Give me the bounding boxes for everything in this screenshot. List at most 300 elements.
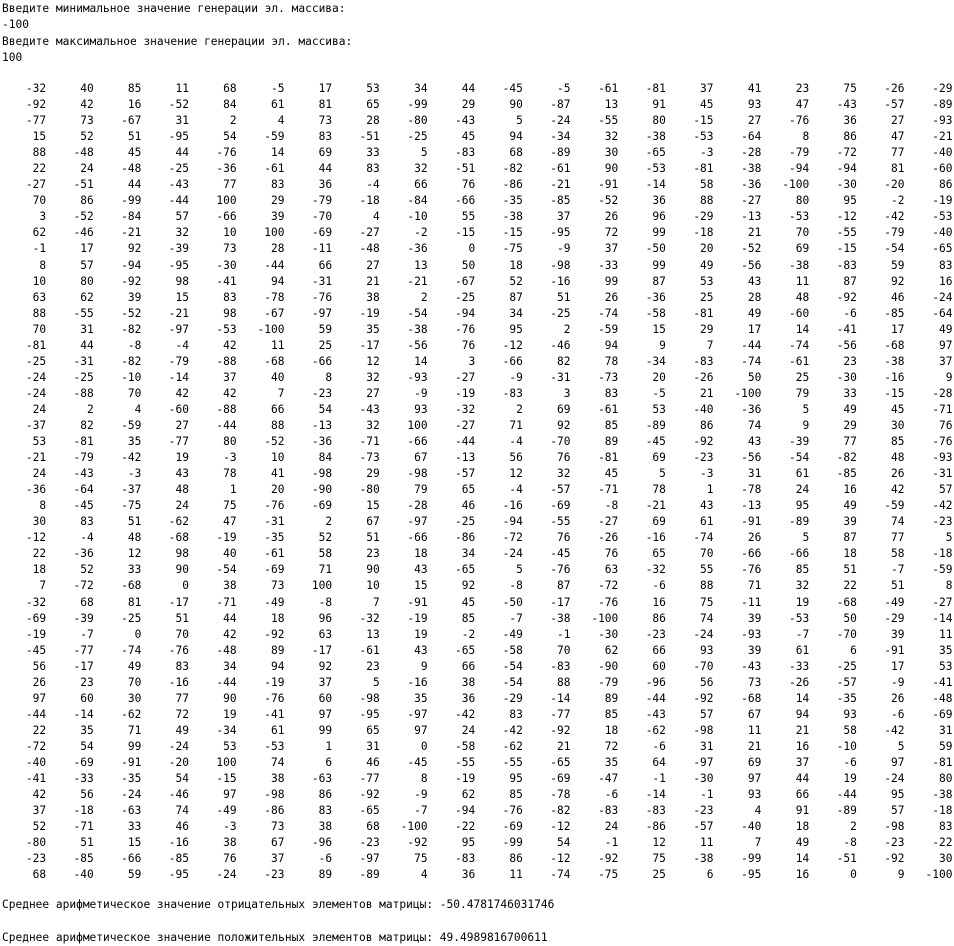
matrix-cell: 3 — [468, 354, 476, 368]
matrix-cell: -13 — [741, 499, 762, 513]
matrix-cell: 92 — [890, 274, 905, 288]
matrix-cell: 25 — [700, 290, 714, 304]
matrix-cell: 38 — [461, 675, 476, 689]
matrix-row — [0, 546, 954, 562]
matrix-cell: -73 — [598, 370, 619, 384]
matrix-cell: 92 — [127, 242, 142, 256]
matrix-cell: -69 — [932, 707, 953, 721]
matrix-cell: 39 — [843, 515, 857, 529]
matrix-cell: 5 — [372, 675, 380, 689]
matrix-cell: 5 — [945, 531, 953, 545]
matrix-cell: 4 — [754, 804, 762, 818]
matrix-cell: -69 — [311, 226, 333, 240]
matrix-cell: 18 — [270, 611, 285, 625]
matrix-cell: -94 — [836, 162, 857, 176]
matrix-cell: -61 — [598, 402, 619, 416]
matrix-cell: -78 — [264, 290, 285, 304]
matrix-cell: -4 — [366, 178, 380, 192]
matrix-cell: -29 — [884, 611, 905, 625]
matrix-cell: 16 — [939, 274, 953, 288]
matrix-cell: -90 — [598, 659, 619, 673]
matrix-cell: 27 — [747, 114, 762, 128]
matrix-cell: 76 — [461, 178, 476, 192]
matrix-cell: -27 — [598, 515, 619, 529]
matrix-cell: 37 — [700, 82, 714, 96]
matrix-cell: -96 — [311, 836, 333, 850]
matrix-cell: -24 — [121, 788, 142, 802]
matrix-cell: -4 — [509, 483, 523, 497]
matrix-cell: -41 — [25, 772, 47, 786]
matrix-cell: -98 — [884, 820, 905, 834]
matrix-cell: 15 — [175, 290, 189, 304]
matrix-cell: 54 — [318, 402, 333, 416]
matrix-cell: -18 — [932, 804, 953, 818]
matrix-cell: 70 — [32, 322, 47, 336]
matrix-cell: -44 — [216, 419, 237, 432]
matrix-cell: 57 — [890, 804, 905, 818]
matrix-cell: -57 — [454, 467, 476, 481]
matrix-cell: -27 — [25, 178, 47, 192]
matrix-cell: 20 — [270, 483, 285, 497]
matrix-cell: -38 — [645, 130, 666, 144]
matrix-cell: 21 — [747, 739, 762, 753]
matrix-cell: -94 — [454, 804, 476, 818]
matrix-cell: -65 — [932, 242, 953, 256]
matrix-cell: 74 — [747, 419, 762, 432]
matrix-cell: 82 — [556, 354, 571, 368]
matrix-cell: 32 — [366, 419, 380, 432]
matrix-cell: -21 — [645, 499, 666, 513]
matrix-cell: 37 — [223, 370, 237, 384]
matrix-cell: 53 — [700, 274, 714, 288]
matrix-cell: 95 — [843, 194, 857, 208]
matrix-cell: -32 — [359, 611, 380, 625]
matrix-cell: -59 — [884, 499, 905, 513]
matrix-row — [0, 434, 954, 450]
matrix-cell: 22 — [32, 162, 47, 176]
matrix-cell: 37 — [795, 755, 810, 769]
matrix-cell: -90 — [311, 483, 333, 497]
matrix-cell: 73 — [270, 579, 285, 593]
matrix-cell: 73 — [80, 114, 94, 128]
matrix-cell: 8 — [39, 258, 47, 272]
matrix-cell: -92 — [693, 435, 714, 449]
matrix-row — [0, 514, 954, 530]
matrix-cell: -20 — [168, 755, 189, 769]
matrix-cell: 0 — [850, 868, 857, 882]
matrix-cell: -76 — [550, 563, 571, 577]
matrix-cell: -16 — [645, 531, 666, 545]
matrix-cell: 78 — [223, 467, 237, 481]
matrix-cell: 51 — [80, 836, 94, 850]
matrix-cell: -76 — [311, 290, 333, 304]
matrix-cell: -53 — [264, 739, 285, 753]
matrix-row — [0, 755, 954, 771]
matrix-cell: 40 — [223, 547, 237, 561]
matrix-cell: 70 — [795, 226, 810, 240]
matrix-cell: 90 — [223, 691, 237, 705]
matrix-cell: -35 — [264, 531, 285, 545]
matrix-cell: 65 — [652, 547, 666, 561]
matrix-cell: 5 — [802, 531, 810, 545]
matrix-cell: 57 — [939, 483, 953, 497]
matrix-cell: -71 — [932, 402, 953, 416]
matrix-cell: -60 — [168, 402, 189, 416]
matrix-cell: 66 — [270, 402, 285, 416]
matrix-cell: 57 — [700, 707, 714, 721]
matrix-row — [0, 177, 954, 193]
matrix-cell: -49 — [502, 627, 523, 641]
matrix-cell: 70 — [32, 194, 47, 208]
matrix-row — [0, 386, 954, 402]
matrix-cell: 17 — [890, 659, 905, 673]
matrix-cell: 53 — [652, 402, 666, 416]
matrix-cell: 19 — [223, 707, 237, 721]
matrix-cell: -70 — [550, 435, 571, 449]
matrix-cell: -35 — [836, 691, 857, 705]
matrix-cell: -23 — [693, 451, 714, 465]
matrix-cell: -100 — [400, 820, 428, 834]
matrix-cell: 89 — [604, 691, 619, 705]
matrix-cell: -66 — [407, 531, 428, 545]
matrix-cell: 49 — [843, 402, 857, 416]
matrix-cell: 51 — [175, 611, 189, 625]
matrix-cell: -44 — [216, 675, 237, 689]
matrix-cell: -92 — [359, 788, 380, 802]
matrix-cell: 49 — [939, 322, 953, 336]
matrix-cell: -13 — [311, 419, 333, 432]
matrix-cell: 85 — [604, 707, 619, 721]
matrix-cell: -69 — [311, 499, 333, 513]
matrix-cell: 68 — [366, 820, 380, 834]
matrix-cell: -98 — [407, 467, 428, 481]
matrix-cell: 25 — [318, 338, 333, 352]
matrix-cell: 8 — [945, 579, 953, 593]
matrix-cell: 87 — [843, 274, 857, 288]
matrix-cell: -48 — [359, 242, 380, 256]
matrix-cell: 68 — [32, 868, 47, 882]
matrix-cell: -38 — [550, 611, 571, 625]
matrix-cell: 46 — [890, 290, 905, 304]
matrix-cell: -31 — [73, 354, 94, 368]
matrix-cell: 48 — [175, 483, 189, 497]
matrix-cell: -16 — [502, 499, 523, 513]
matrix-cell: 85 — [509, 788, 523, 802]
matrix-cell: -98 — [264, 788, 285, 802]
matrix-cell: -2 — [414, 226, 428, 240]
matrix-cell: 38 — [318, 820, 333, 834]
matrix-cell: -43 — [73, 467, 94, 481]
matrix-cell: -92 — [693, 691, 714, 705]
matrix-cell: -72 — [598, 579, 619, 593]
matrix-cell: -42 — [121, 451, 142, 465]
matrix-cell: 47 — [795, 98, 810, 112]
matrix-cell: -29 — [693, 210, 714, 224]
matrix-cell: 100 — [216, 194, 237, 208]
matrix-cell: 8 — [802, 130, 810, 144]
matrix-cell: -45 — [73, 499, 94, 513]
matrix-cell: -13 — [741, 210, 762, 224]
matrix-cell: -64 — [741, 130, 762, 144]
matrix-row — [0, 771, 954, 787]
matrix-cell: 16 — [127, 98, 142, 112]
matrix-cell: 4 — [420, 868, 428, 882]
matrix-cell: 76 — [556, 531, 571, 545]
matrix-cell: 95 — [795, 499, 810, 513]
matrix-cell: 0 — [420, 739, 428, 753]
matrix-cell: 13 — [604, 98, 619, 112]
matrix-cell: 52 — [509, 274, 523, 288]
matrix-cell: 87 — [509, 290, 523, 304]
matrix-cell: 52 — [80, 130, 94, 144]
matrix-cell: 23 — [843, 354, 857, 368]
matrix-cell: -95 — [168, 258, 189, 272]
matrix-cell: 49 — [747, 306, 762, 320]
matrix-cell: 38 — [270, 772, 285, 786]
matrix-cell: 58 — [700, 178, 714, 192]
matrix-cell: 47 — [223, 515, 237, 529]
matrix-cell: -10 — [121, 370, 142, 384]
matrix-row — [0, 225, 954, 241]
matrix-cell: -76 — [216, 146, 237, 160]
result-positive-mean: Среднее арифметическое значение положительных элементов матрицы: 49.4989816700611 — [2, 931, 548, 944]
matrix-cell: 74 — [700, 611, 714, 625]
matrix-cell: 29 — [843, 419, 857, 432]
matrix-cell: 52 — [80, 563, 94, 577]
matrix-cell: 12 — [509, 467, 523, 481]
matrix-cell: 80 — [223, 435, 237, 449]
matrix-cell: 6 — [706, 868, 714, 882]
matrix-row — [0, 129, 954, 145]
matrix-cell: -15 — [884, 386, 905, 400]
matrix-cell: -99 — [502, 836, 523, 850]
matrix-cell: -13 — [454, 451, 476, 465]
matrix-cell: 93 — [843, 707, 857, 721]
matrix-cell: -82 — [121, 322, 142, 336]
matrix-cell: 46 — [461, 499, 476, 513]
matrix-cell: 51 — [556, 290, 571, 304]
matrix-row — [0, 81, 954, 97]
matrix-cell: -76 — [741, 563, 762, 577]
matrix-cell: 15 — [414, 579, 428, 593]
matrix-cell: -79 — [73, 451, 94, 465]
matrix-cell: -84 — [121, 210, 142, 224]
matrix-cell: 60 — [652, 659, 666, 673]
matrix-cell: -5 — [270, 82, 285, 96]
matrix-cell: -2 — [890, 194, 905, 208]
matrix-cell: 24 — [32, 467, 47, 481]
matrix-cell: 71 — [747, 579, 762, 593]
matrix-cell: -76 — [502, 804, 523, 818]
matrix-cell: 87 — [556, 579, 571, 593]
matrix-cell: -68 — [741, 691, 762, 705]
matrix-cell: -68 — [264, 354, 285, 368]
matrix-cell: 94 — [509, 130, 523, 144]
matrix-cell: -57 — [884, 98, 905, 112]
matrix-cell: -12 — [550, 820, 571, 834]
matrix-cell: 80 — [652, 114, 666, 128]
matrix-cell: 23 — [80, 675, 94, 689]
matrix-cell: 94 — [270, 274, 285, 288]
matrix-cell: -26 — [884, 82, 905, 96]
matrix-cell: -55 — [454, 755, 476, 769]
matrix-cell: -38 — [693, 852, 714, 866]
matrix-cell: -25 — [168, 162, 189, 176]
matrix-cell: -83 — [454, 146, 476, 160]
matrix-cell: -60 — [789, 306, 810, 320]
matrix-cell: 29 — [700, 322, 714, 336]
matrix-cell: -23 — [932, 515, 953, 529]
matrix-cell: -30 — [836, 178, 857, 192]
matrix-row — [0, 627, 954, 643]
matrix-cell: 42 — [32, 788, 47, 802]
matrix-cell: 84 — [318, 451, 333, 465]
matrix-cell: -38 — [502, 210, 523, 224]
matrix-cell: 81 — [127, 595, 142, 609]
matrix-cell: 24 — [32, 402, 47, 416]
matrix-cell: -72 — [502, 531, 523, 545]
matrix-cell: -82 — [121, 354, 142, 368]
matrix-cell: 45 — [461, 595, 476, 609]
matrix-body — [0, 81, 954, 883]
matrix-cell: -23 — [264, 868, 285, 882]
matrix-cell: -82 — [836, 451, 857, 465]
matrix-cell: -59 — [932, 563, 953, 577]
matrix-cell: -23 — [25, 852, 47, 866]
matrix-cell: -24 — [502, 547, 523, 561]
matrix-cell: 2 — [229, 114, 237, 128]
matrix-cell: 94 — [604, 338, 619, 352]
matrix-row — [0, 659, 954, 675]
matrix-cell: 100 — [216, 755, 237, 769]
matrix-cell: 86 — [700, 419, 714, 432]
matrix-cell: -77 — [550, 707, 571, 721]
matrix-cell: -72 — [73, 579, 94, 593]
matrix-cell: -1 — [700, 788, 714, 802]
matrix-cell: -41 — [216, 274, 237, 288]
matrix-cell: -34 — [216, 723, 237, 737]
matrix-cell: 97 — [414, 723, 428, 737]
matrix-cell: 61 — [795, 467, 810, 481]
matrix-cell: 2 — [87, 402, 94, 416]
matrix-cell: 14 — [414, 354, 428, 368]
matrix-cell: 90 — [604, 162, 619, 176]
matrix-cell: 62 — [461, 788, 476, 802]
matrix-cell: 31 — [175, 114, 189, 128]
matrix-cell: -25 — [25, 354, 47, 368]
matrix-cell: 67 — [414, 451, 428, 465]
matrix-cell: 44 — [461, 82, 476, 96]
matrix-cell: 70 — [127, 386, 142, 400]
matrix-cell: -100 — [925, 868, 953, 882]
matrix-cell: -66 — [502, 354, 523, 368]
matrix-cell: 66 — [318, 258, 333, 272]
matrix-cell: 4 — [372, 210, 380, 224]
matrix-cell: 88 — [270, 419, 285, 432]
matrix-cell: -71 — [216, 595, 237, 609]
matrix-cell: 52 — [318, 531, 333, 545]
matrix-cell: 1 — [229, 483, 237, 497]
matrix-cell: -19 — [25, 627, 47, 641]
matrix-cell: 78 — [604, 354, 619, 368]
matrix-cell: 58 — [890, 547, 905, 561]
matrix-cell: -38 — [407, 322, 428, 336]
matrix-cell: -85 — [836, 467, 857, 481]
matrix-cell: -36 — [741, 402, 762, 416]
matrix-cell: 17 — [747, 322, 762, 336]
matrix-cell: 100 — [264, 226, 285, 240]
matrix-cell: -92 — [550, 723, 571, 737]
matrix-cell: 38 — [366, 290, 380, 304]
matrix-cell: -64 — [932, 306, 953, 320]
matrix-cell: -62 — [502, 739, 523, 753]
matrix-cell: -70 — [836, 627, 857, 641]
matrix-cell: 99 — [652, 258, 666, 272]
matrix-cell: -97 — [693, 755, 714, 769]
matrix-cell: 7 — [372, 595, 380, 609]
matrix-cell: 69 — [747, 755, 762, 769]
matrix-row — [0, 675, 954, 691]
matrix-cell: 86 — [939, 178, 953, 192]
matrix-cell: -9 — [556, 242, 571, 256]
matrix-cell: -31 — [311, 274, 333, 288]
matrix-cell: 23 — [366, 659, 380, 673]
matrix-cell: 29 — [366, 467, 380, 481]
matrix-cell: 83 — [270, 178, 285, 192]
matrix-cell: -40 — [932, 146, 953, 160]
matrix-cell: -61 — [789, 354, 810, 368]
matrix-cell: 11 — [270, 338, 285, 352]
matrix-cell: -60 — [932, 162, 953, 176]
matrix-cell: -23 — [311, 386, 333, 400]
matrix-row — [0, 787, 954, 803]
matrix-cell: -23 — [884, 836, 905, 850]
matrix-cell: 35 — [127, 435, 142, 449]
matrix-cell: -47 — [598, 772, 619, 786]
matrix-cell: -74 — [693, 531, 714, 545]
matrix-row — [0, 338, 954, 354]
matrix-cell: 94 — [270, 659, 285, 673]
matrix-cell: -65 — [454, 643, 476, 657]
matrix-cell: -98 — [693, 723, 714, 737]
matrix-cell: 65 — [461, 483, 476, 497]
matrix-cell: 39 — [127, 290, 142, 304]
matrix-cell: -92 — [25, 98, 47, 112]
matrix-cell: -24 — [693, 627, 714, 641]
matrix-cell: 6 — [850, 643, 857, 657]
matrix-row — [0, 113, 954, 129]
matrix-cell: 75 — [700, 595, 714, 609]
matrix-cell: 3 — [563, 386, 571, 400]
prompt-max-label: Введите максимальное значение генерации эл. массива: — [2, 35, 353, 48]
matrix-cell: -6 — [652, 579, 666, 593]
matrix-cell: -38 — [789, 258, 810, 272]
matrix-cell: 36 — [318, 178, 333, 192]
matrix-cell: 39 — [270, 210, 285, 224]
matrix-cell: -28 — [407, 499, 428, 513]
matrix-cell: -95 — [359, 707, 380, 721]
matrix-cell: -3 — [700, 467, 714, 481]
matrix-cell: -24 — [550, 114, 571, 128]
matrix-cell: 37 — [32, 804, 47, 818]
matrix-cell: 17 — [890, 322, 905, 336]
matrix-cell: 42 — [223, 386, 237, 400]
matrix-cell: 87 — [652, 274, 666, 288]
matrix-cell: -76 — [264, 691, 285, 705]
matrix-cell: -33 — [789, 659, 810, 673]
matrix-cell: 51 — [366, 531, 380, 545]
matrix-cell: -58 — [454, 739, 476, 753]
